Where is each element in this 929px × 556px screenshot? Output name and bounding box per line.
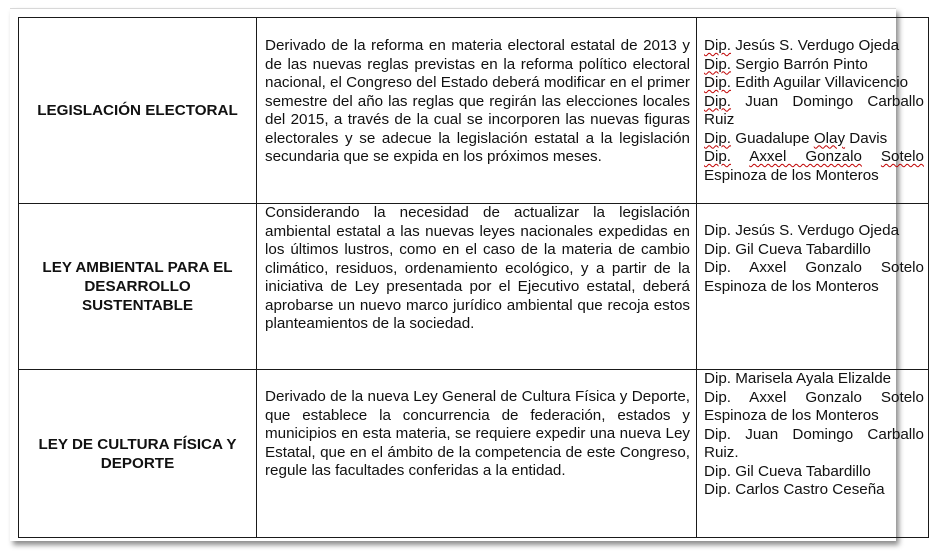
- legislator-name: Olay: [813, 129, 846, 147]
- document-page: [10, 8, 924, 541]
- row-description-ambiental: [257, 204, 697, 370]
- legislator-entry: [704, 148, 924, 185]
- row-legislators-ambiental: [697, 204, 929, 370]
- row-title-cultura-fisica: LEY DE CULTURA FÍSICA Y DEPORTE: [19, 370, 257, 538]
- legislator-entry: [704, 37, 924, 56]
- legislator-name: Guadalupe: [735, 129, 810, 147]
- legislator-entry: Dip. Gil Cueva Tabardillo: [704, 462, 871, 480]
- legislator-entry: Dip. Marisela Ayala Elizalde: [704, 370, 892, 387]
- legislator-name: Juan Domingo Carballo Ruiz: [704, 92, 924, 128]
- description-text: Derivado de la reforma en materia electoral estatal de 2013 y de las nuevas reglas previstas en la reforma político electoral nacional, el Congreso del Estado deberá modificar en el primer semestre del año las reglas que regirán las elecciones locales del 2015, a través de la cual se incorporen las nuevas figuras electorales y se adecue la legislación estatal a la legislación secundaria que se expida en los próximos meses.: [265, 37, 690, 165]
- legislator-entry: Dip. Gil Cueva Tabardillo: [704, 240, 871, 258]
- legislator-prefix: Dip.: [704, 37, 732, 54]
- row-title-electoral: LEGISLACIÓN ELECTORAL: [19, 18, 257, 204]
- legislator-entry: Dip. Juan Domingo Carballo Ruiz.: [704, 425, 924, 461]
- legislator-prefix: Dip.: [704, 148, 732, 165]
- legislator-entry: [704, 130, 924, 149]
- table-row-ambiental: [19, 204, 929, 370]
- row-title-ambiental: LEY AMBIENTAL PARA EL DESARROLLO SUSTENTABLE: [19, 204, 257, 370]
- legislator-prefix: Dip.: [704, 92, 732, 110]
- row-legislators-cultura-fisica: [697, 370, 929, 538]
- legislator-entry: Dip. Axxel Gonzalo Sotelo Espinoza de los Monteros: [704, 259, 924, 295]
- table-row-electoral: [19, 18, 929, 204]
- legislator-entry: [704, 56, 924, 75]
- legislator-name: Jesús S. Verdugo Ojeda: [735, 37, 900, 54]
- description-text: Derivado de la nueva Ley General de Cultura Física y Deporte, que establece la concurrencia de federación, estados y municipios en esta materia, se requiere expedir una nueva Ley Estatal, que en el ámbito de la competencia de este Congreso, regule las facultades conferidas a la entidad.: [265, 388, 690, 479]
- description-text: Considerando la necesidad de actualizar la legislación ambiental estatal a las nuevas leyes nacionales expedidas en los últimos lustros, como en el caso de la materia de cambio climático, residuos, ordenamiento ecológico, y a partir de la iniciativa de Ley presentada por el Ejecutivo estatal, deberá aprobarse un nuevo marco jurídico ambiental que recoja estos planteamientos de la sociedad.: [265, 204, 690, 332]
- legislator-name: Edith Aguilar Villavicencio: [735, 74, 909, 91]
- legislator-name: Davis: [849, 129, 888, 147]
- table-row-cultura-fisica: [19, 370, 929, 538]
- row-description-electoral: [257, 18, 697, 204]
- row-legislators-electoral: [697, 18, 929, 204]
- legislative-agenda-table: [18, 17, 929, 538]
- legislator-prefix: Dip.: [704, 74, 732, 91]
- legislator-entry: Dip. Carlos Castro Ceseña: [704, 481, 885, 498]
- legislator-entry: [704, 93, 924, 130]
- legislator-name: Sergio Barrón Pinto: [735, 55, 868, 73]
- legislator-prefix: Dip.: [704, 129, 732, 147]
- row-description-cultura-fisica: [257, 370, 697, 538]
- legislator-entry: Dip. Jesús S. Verdugo Ojeda: [704, 222, 900, 239]
- legislator-entry: Dip. Axxel Gonzalo Sotelo Espinoza de los Monteros: [704, 388, 924, 424]
- legislator-name: Espinoza de los Monteros: [704, 166, 879, 184]
- legislator-name: Sotelo: [880, 148, 924, 165]
- legislator-name: Axxel Gonzalo: [749, 148, 862, 165]
- legislator-entry: [704, 74, 924, 93]
- legislator-prefix: Dip.: [704, 55, 732, 73]
